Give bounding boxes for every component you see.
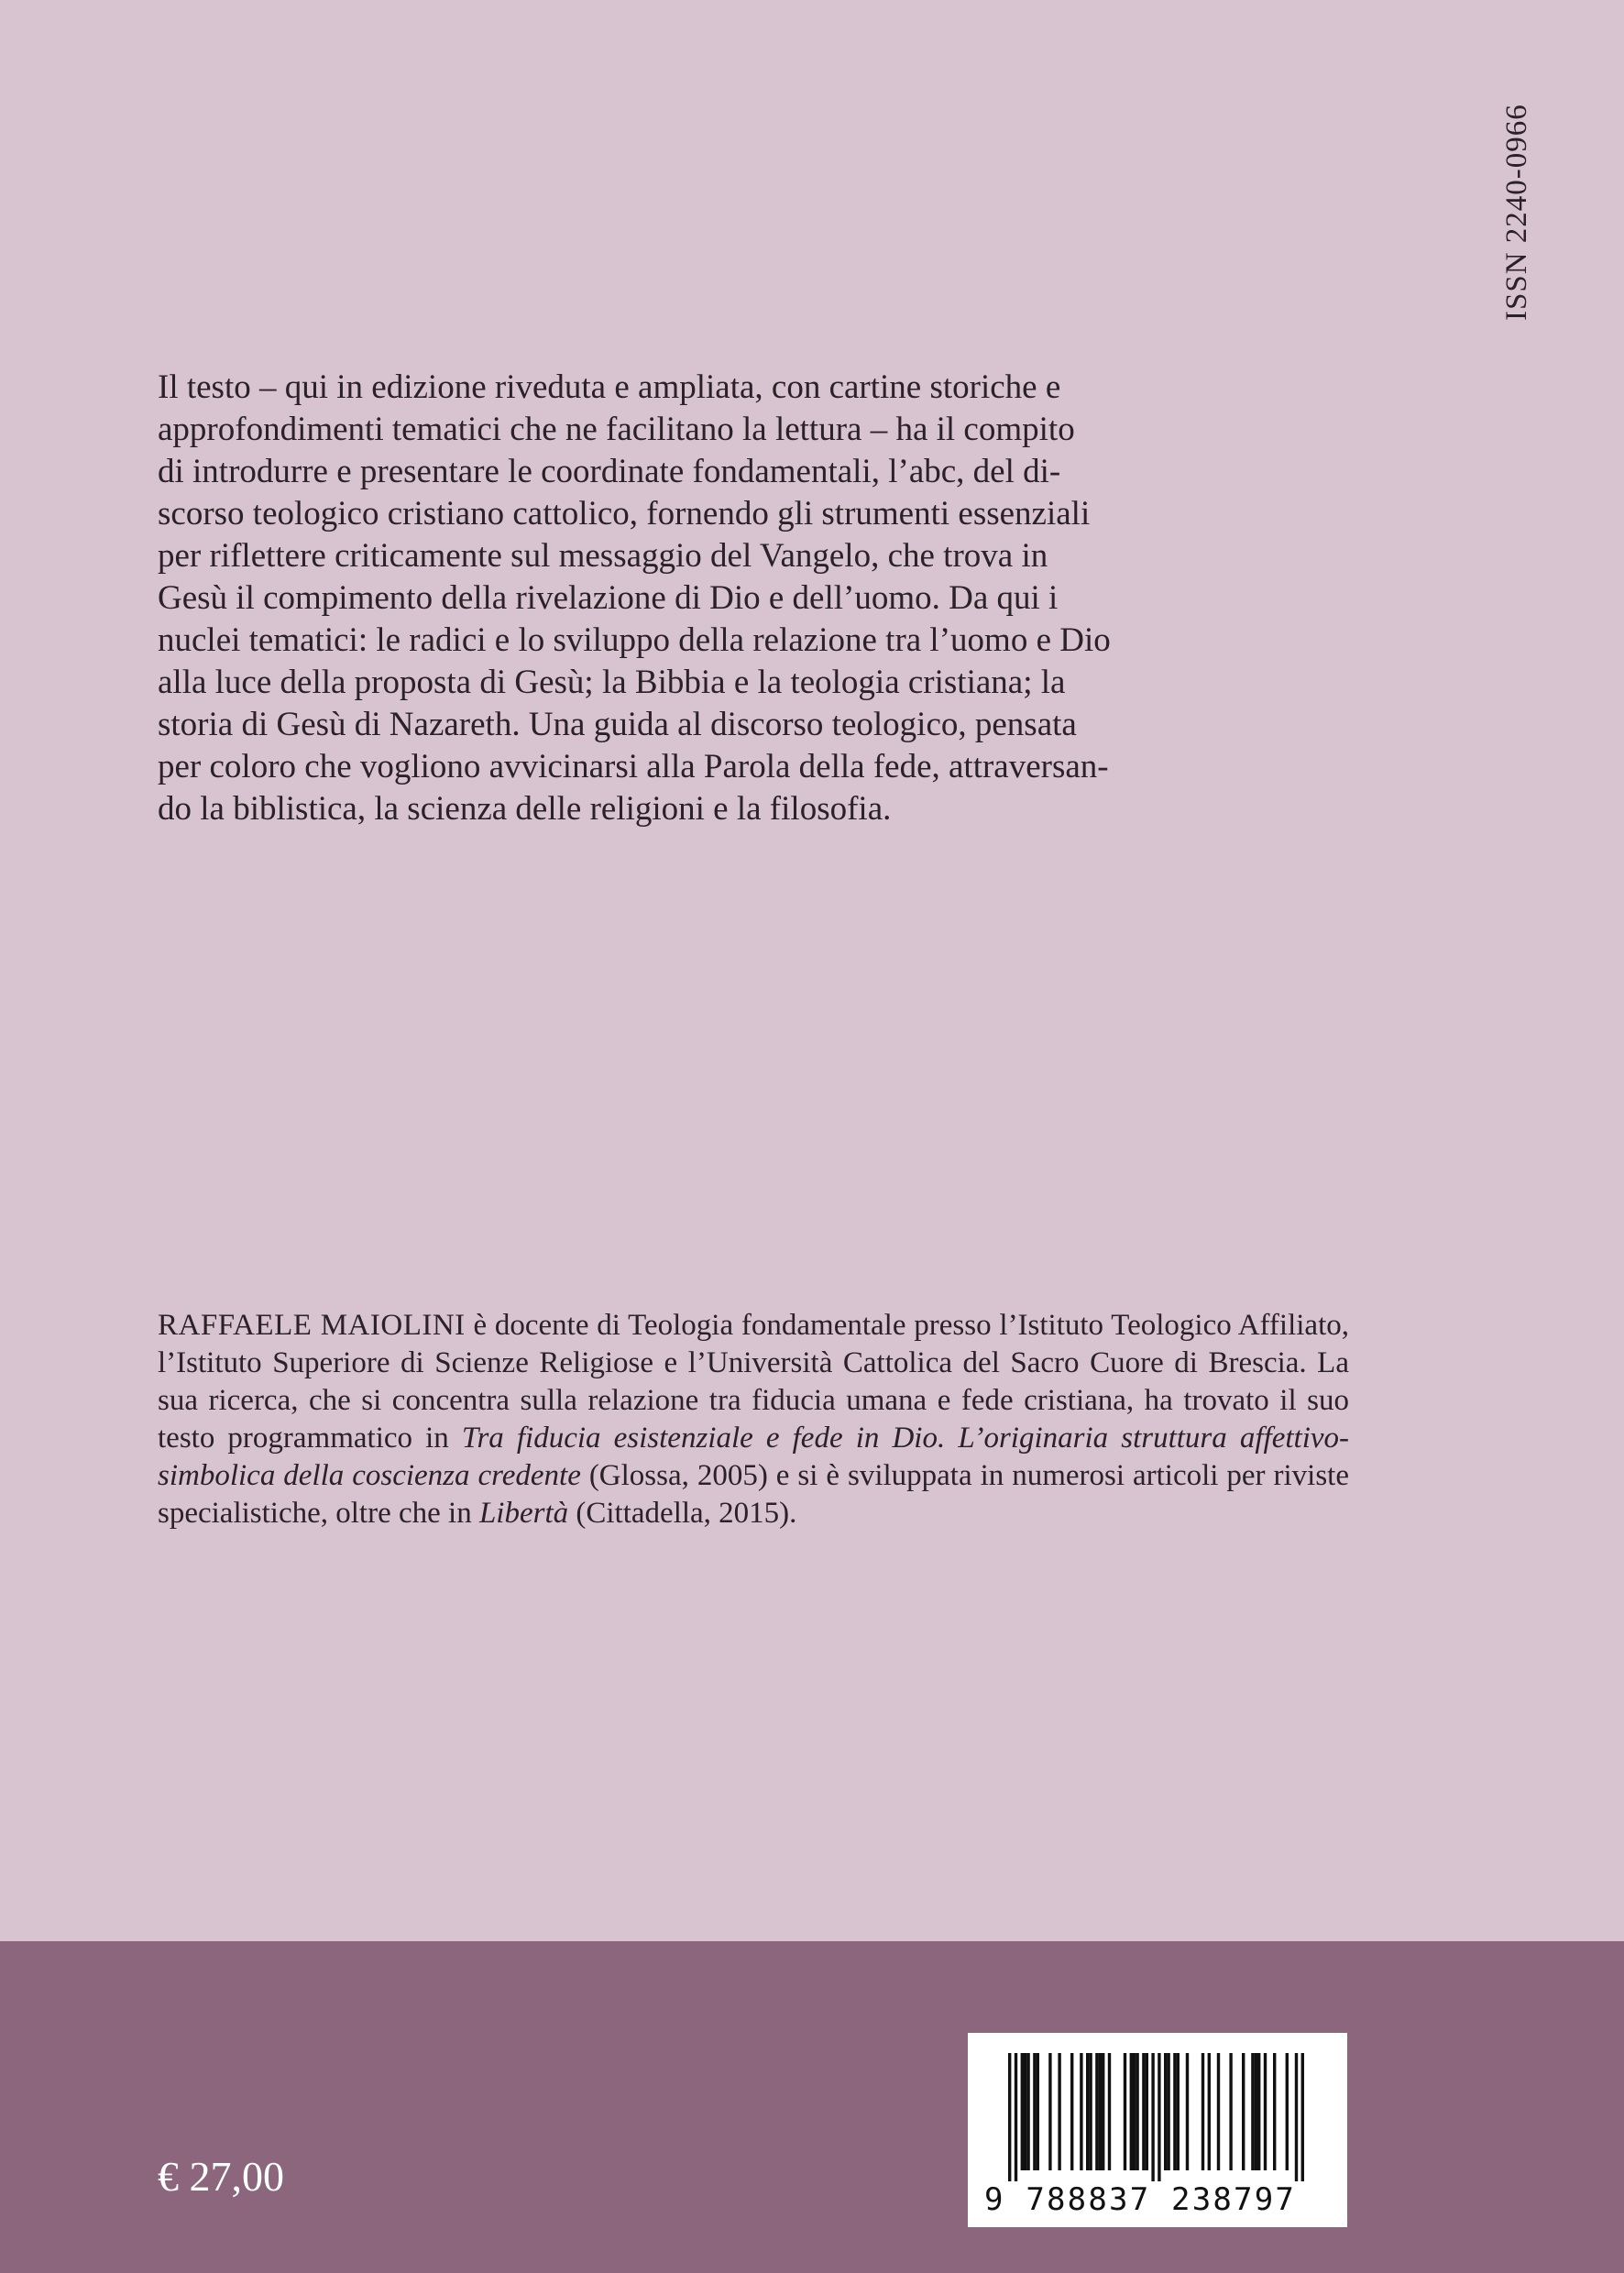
barcode-bar — [1008, 2053, 1011, 2181]
bottom-band — [0, 1941, 1624, 2273]
barcode-bar — [1124, 2053, 1126, 2170]
barcode-bar — [1301, 2053, 1304, 2181]
barcode-bar — [1177, 2053, 1180, 2170]
barcode-bar — [1130, 2053, 1133, 2170]
barcode-bar — [1015, 2053, 1017, 2181]
isbn-digits: 9 788837 238797 — [984, 2181, 1297, 2218]
blurb-line: approfondimenti tematici che ne facilitano la lettura – ha il compito — [158, 411, 1075, 448]
blurb-line: Il testo – qui in edizione riveduta e ampliata, con cartine storiche e — [158, 368, 1061, 406]
bio-text: (Glossa, 2005) e si è sviluppata in numerosi articoli per riviste specialistiche, oltre che in — [158, 1459, 1349, 1530]
barcode-bar — [1026, 2053, 1029, 2170]
barcode-bar — [1173, 2053, 1176, 2170]
barcode-bars — [984, 2053, 1331, 2181]
blurb-line: per riflettere criticamente sul messaggio del Vangelo, che trova in — [158, 537, 1048, 575]
barcode-bar — [1208, 2053, 1211, 2170]
barcode-bar — [1080, 2053, 1082, 2170]
barcode-bar — [1164, 2053, 1167, 2170]
barcode-bar — [1167, 2053, 1169, 2170]
blurb-line: per coloro che vogliono avvicinarsi alla Parola della fede, attraversan- — [158, 748, 1109, 785]
author-name: RAFFAELE MAIOLINI — [158, 1309, 466, 1342]
barcode — [968, 2033, 1347, 2227]
barcode-bar — [1217, 2053, 1220, 2170]
blurb-line: do la biblistica, la scienza delle religioni e la filosofia. — [158, 790, 892, 828]
barcode-bar — [1102, 2053, 1104, 2170]
barcode-bar — [1058, 2053, 1060, 2170]
blurb-line: alla luce della proposta di Gesù; la Bibbia e la teologia cristiana; la — [158, 664, 1066, 701]
barcode-bar — [1108, 2053, 1111, 2170]
barcode-bar — [1095, 2053, 1098, 2170]
blurb-line: Gesù il compimento della rivelazione di Dio e dell’uomo. Da qui i — [158, 579, 1059, 617]
barcode-bar — [1202, 2053, 1204, 2170]
barcode-bar — [1257, 2053, 1260, 2170]
barcode-bar — [1136, 2053, 1138, 2170]
barcode-bar — [1099, 2053, 1102, 2170]
barcode-bar — [1242, 2053, 1245, 2170]
barcode-bar — [1295, 2053, 1298, 2181]
barcode-bar — [1133, 2053, 1136, 2170]
blurb-line: nuclei tematici: le radici e lo sviluppo della relazione tra l’uomo e Dio — [158, 621, 1111, 659]
barcode-bar — [1158, 2053, 1160, 2181]
issn-label: ISSN 2240-0966 — [1500, 104, 1533, 321]
barcode-bar — [1146, 2053, 1148, 2170]
barcode-bar — [1037, 2053, 1039, 2170]
book-title: Libertà — [478, 1497, 569, 1530]
blurb-line: di introdurre e presentare le coordinate fondamentali, l’abc, del di- — [158, 453, 1061, 490]
barcode-bar — [1048, 2053, 1051, 2170]
barcode-bar — [1286, 2053, 1289, 2170]
blurb-text — [158, 367, 1349, 830]
barcode-bar — [1024, 2053, 1026, 2170]
author-bio — [158, 1307, 1349, 1532]
barcode-bar — [1186, 2053, 1189, 2170]
barcode-bar — [1086, 2053, 1089, 2170]
bio-text: è docente di Teologia fondamentale presso l’Istituto Teologico Affiliato, l’Istituto Superiore di Scienze Religiose e l’Università Cattolica del Sacro Cuore di Brescia. La sua ricerca, che si concentra sulla relazione tra fiducia umana e fede cristiana, ha trovato il suo testo programmatico in — [158, 1309, 1349, 1455]
barcode-bar — [1229, 2053, 1232, 2170]
barcode-bar — [1070, 2053, 1073, 2170]
barcode-bar — [1251, 2053, 1254, 2170]
barcode-bar — [1264, 2053, 1267, 2170]
blurb-line: storia di Gesù di Nazareth. Una guida al discorso teologico, pensata — [158, 706, 1077, 743]
barcode-bar — [1033, 2053, 1036, 2170]
barcode-bar — [1255, 2053, 1257, 2170]
barcode-bar — [1089, 2053, 1092, 2170]
barcode-bar — [1151, 2053, 1154, 2181]
price-label: € 27,00 — [158, 2153, 284, 2200]
barcode-bar — [1142, 2053, 1145, 2170]
book-title: Tra fiducia esistenziale e fede in Dio. L’originaria struttura affettivo-simbolica della coscienza credente — [158, 1422, 1349, 1492]
barcode-bar — [1021, 2053, 1024, 2170]
barcode-bar — [1273, 2053, 1276, 2170]
bio-text: (Cittadella, 2015). — [568, 1497, 797, 1530]
blurb-line: scorso teologico cristiano cattolico, fornendo gli strumenti essenziali — [158, 495, 1091, 533]
